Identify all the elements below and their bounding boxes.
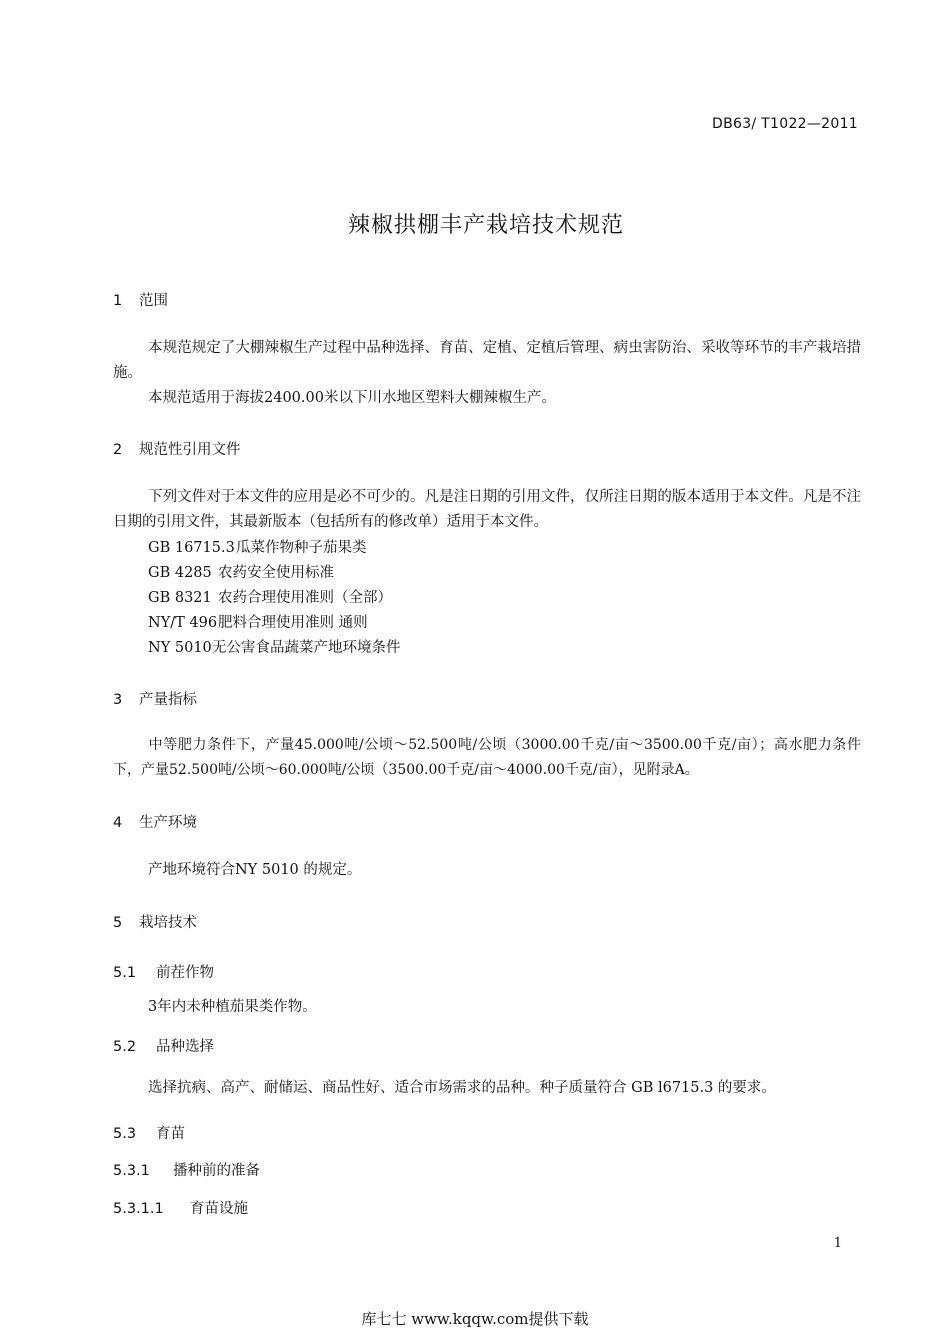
section-5-heading bbox=[113, 911, 197, 932]
section-number: 4 bbox=[113, 815, 123, 831]
reference-name: 瓜菜作物种子茄果类 bbox=[236, 540, 367, 556]
reference-name: 农药合理使用准则（全部） bbox=[218, 590, 392, 606]
paragraph-text: 选择抗病、高产、耐储运、商品性好、适合市场需求的品种。种子质量符合 GB l6715.3 的要求。 bbox=[148, 1080, 776, 1096]
section-1-heading bbox=[113, 289, 168, 310]
section-number: 5.2 bbox=[113, 1039, 137, 1055]
paragraph-text: 3年内未种植茄果类作物。 bbox=[148, 999, 317, 1015]
section-title: 生产环境 bbox=[139, 815, 197, 831]
paragraph-text: 本规范适用于海拔2400.00米以下川水地区塑料大棚辣椒生产。 bbox=[148, 390, 556, 406]
section-number: 5.3 bbox=[113, 1126, 137, 1142]
section-2-heading bbox=[113, 438, 241, 459]
section-number: 2 bbox=[113, 442, 123, 458]
section-5-1-heading bbox=[113, 961, 214, 982]
section-title: 育苗 bbox=[156, 1126, 185, 1142]
section-1-paragraph-2 bbox=[113, 386, 861, 411]
section-number: 5.3.1 bbox=[113, 1163, 150, 1179]
reference-item bbox=[148, 561, 334, 582]
section-5-1-paragraph bbox=[113, 995, 861, 1020]
section-1-paragraph-1 bbox=[113, 336, 861, 386]
section-4-heading bbox=[113, 811, 197, 832]
paragraph-text: 中等肥力条件下，产量45.000吨/公顷～52.500吨/公顷（3000.00千克/亩～3500.00千克/亩）；高水肥力条件下，产量52.500吨/公顷～60.000吨/公顷（3500.00千克/亩～4000.00千克/亩），见附录A。 bbox=[113, 737, 861, 778]
section-number: 3 bbox=[113, 692, 123, 708]
reference-code: GB 8321 bbox=[148, 590, 212, 606]
reference-item bbox=[148, 636, 401, 657]
reference-name: 农药安全使用标准 bbox=[218, 565, 334, 581]
section-5-3-1-1-heading bbox=[113, 1197, 248, 1218]
section-title: 品种选择 bbox=[156, 1039, 214, 1055]
section-3-heading bbox=[113, 688, 197, 709]
section-number: 1 bbox=[113, 293, 123, 309]
section-number: 5.3.1.1 bbox=[113, 1201, 164, 1217]
section-2-intro bbox=[113, 485, 861, 535]
paragraph-text: 本规范规定了大棚辣椒生产过程中品种选择、育苗、定植、定植后管理、病虫害防治、采收等环节的丰产栽培措施。 bbox=[113, 340, 861, 381]
document-title: 辣椒拱棚丰产栽培技术规范 bbox=[347, 213, 624, 238]
reference-name: 无公害食品蔬菜产地环境条件 bbox=[212, 640, 401, 656]
section-title: 栽培技术 bbox=[139, 915, 197, 931]
reference-item bbox=[148, 536, 367, 557]
footer-text: 库七七 www.kqqw.com提供下载 bbox=[361, 1310, 589, 1328]
paragraph-text: 下列文件对于本文件的应用是必不可少的。凡是注日期的引用文件，仅所注日期的版本适用于本文件。凡是不注日期的引用文件，其最新版本（包括所有的修改单）适用于本文件。 bbox=[113, 489, 861, 530]
reference-code: GB 16715.3 bbox=[148, 540, 235, 556]
section-5-2-heading bbox=[113, 1035, 214, 1056]
page-number: 1 bbox=[833, 1236, 842, 1251]
section-title: 范围 bbox=[139, 293, 168, 309]
section-5-2-paragraph bbox=[113, 1076, 861, 1101]
reference-item bbox=[148, 611, 368, 632]
reference-name: 肥料合理使用准则 通则 bbox=[218, 615, 368, 631]
section-number: 5 bbox=[113, 915, 123, 931]
section-4-paragraph bbox=[113, 858, 861, 883]
document-code: DB63/ T1022—2011 bbox=[712, 116, 858, 132]
section-5-3-heading bbox=[113, 1122, 185, 1143]
section-title: 规范性引用文件 bbox=[139, 442, 241, 458]
section-title: 播种前的准备 bbox=[173, 1163, 260, 1179]
paragraph-text: 产地环境符合NY 5010 的规定。 bbox=[148, 862, 362, 878]
section-title: 前茬作物 bbox=[156, 965, 214, 981]
reference-code: NY 5010 bbox=[148, 640, 212, 656]
reference-code: GB 4285 bbox=[148, 565, 212, 581]
section-title: 育苗设施 bbox=[190, 1201, 248, 1217]
section-5-3-1-heading bbox=[113, 1159, 260, 1180]
section-number: 5.1 bbox=[113, 965, 137, 981]
section-title: 产量指标 bbox=[139, 692, 197, 708]
reference-item bbox=[148, 586, 392, 607]
reference-code: NY/T 496 bbox=[148, 615, 218, 631]
section-3-paragraph bbox=[113, 733, 861, 783]
